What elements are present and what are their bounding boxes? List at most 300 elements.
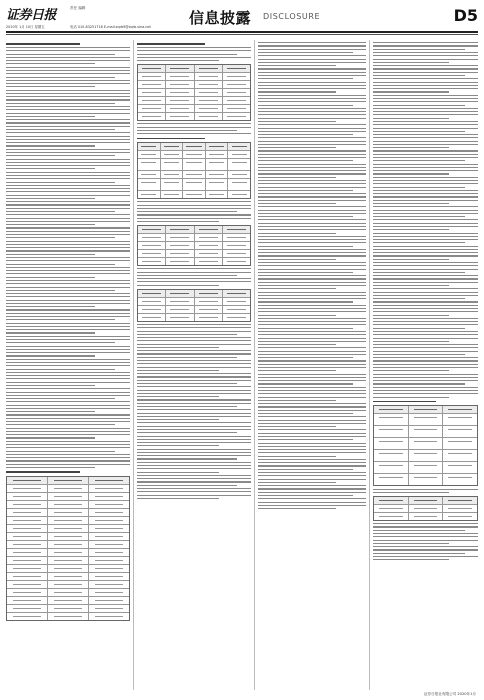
text-line (6, 434, 130, 435)
text-line (258, 269, 366, 270)
text-line (373, 105, 465, 106)
text-line (373, 223, 478, 224)
text-line (258, 354, 366, 355)
text-line (6, 43, 80, 44)
data-table (373, 496, 478, 521)
text-line (6, 211, 115, 212)
text-line (258, 203, 336, 204)
text-line (258, 59, 366, 60)
text-line (373, 141, 478, 142)
text-line (373, 295, 478, 296)
text-line (137, 360, 251, 361)
text-line (6, 290, 115, 291)
text-line (373, 367, 478, 368)
text-line (6, 126, 130, 127)
text-line (137, 403, 251, 404)
text-line (6, 231, 130, 232)
text-line (373, 65, 478, 66)
text-line (373, 549, 478, 550)
text-line (6, 204, 130, 205)
text-line (373, 108, 478, 109)
text-line (373, 393, 478, 394)
text-line (373, 255, 478, 256)
text-line (373, 315, 449, 316)
text-line (137, 268, 251, 269)
data-table (137, 289, 251, 322)
text-line (137, 458, 237, 459)
text-line (137, 383, 237, 384)
text-line (137, 275, 237, 276)
text-line (373, 226, 478, 227)
text-line (6, 454, 130, 455)
text-line (258, 357, 353, 358)
text-line (6, 421, 130, 422)
text-line (258, 456, 336, 457)
text-line (258, 108, 366, 109)
text-line (258, 426, 336, 427)
text-line (258, 298, 366, 299)
text-line (258, 459, 366, 460)
text-line (258, 370, 336, 371)
text-line (258, 157, 366, 158)
text-line (6, 145, 95, 146)
text-line (373, 55, 478, 56)
text-line (6, 444, 130, 445)
text-line (6, 218, 130, 219)
text-line (373, 144, 478, 145)
text-line (6, 441, 130, 442)
text-line (373, 553, 465, 554)
text-line (6, 267, 130, 268)
text-line (258, 236, 366, 237)
text-line (258, 252, 366, 253)
text-line (6, 195, 130, 196)
text-line (137, 386, 251, 387)
text-line (258, 75, 366, 76)
text-line (373, 344, 478, 345)
text-line (373, 128, 478, 129)
text-line (258, 449, 366, 450)
text-line (373, 157, 478, 158)
text-line (258, 121, 336, 122)
text-line (6, 113, 130, 114)
text-line (6, 369, 115, 370)
text-line (6, 283, 130, 284)
text-line (373, 249, 478, 250)
text-line (6, 293, 130, 294)
text-line (137, 426, 251, 427)
text-line (258, 285, 366, 286)
text-line (373, 78, 478, 79)
text-line (6, 132, 130, 133)
text-line (258, 164, 366, 165)
text-line (137, 436, 251, 437)
text-line (137, 367, 251, 368)
text-line (258, 52, 353, 53)
text-line (6, 352, 130, 353)
text-line (373, 338, 478, 339)
text-line (258, 292, 366, 293)
text-line (258, 410, 366, 411)
text-line (373, 282, 478, 283)
text-line (6, 359, 130, 360)
text-line (6, 395, 130, 396)
text-line (373, 229, 449, 230)
text-line (137, 485, 237, 486)
text-line (6, 428, 130, 429)
text-line (137, 498, 219, 499)
text-line (6, 346, 130, 347)
text-line (373, 530, 465, 531)
page-number: D5 (453, 6, 478, 25)
text-line (258, 505, 366, 506)
text-line (137, 211, 237, 212)
text-line (373, 203, 449, 204)
text-line (373, 311, 478, 312)
text-line (6, 375, 130, 376)
text-line (258, 488, 366, 489)
text-line (137, 43, 205, 44)
text-line (258, 275, 366, 276)
text-line (373, 275, 478, 276)
text-line (258, 213, 366, 214)
text-line (6, 451, 115, 452)
text-line (258, 406, 366, 407)
text-line (258, 242, 366, 243)
text-line (137, 340, 251, 341)
text-line (373, 121, 478, 122)
text-line (137, 285, 219, 286)
text-line (373, 380, 478, 381)
text-line (258, 295, 366, 296)
text-line (258, 72, 366, 73)
text-line (373, 351, 478, 352)
text-line (6, 323, 130, 324)
text-line (6, 149, 130, 150)
text-line (373, 489, 478, 490)
text-line (373, 200, 478, 201)
text-line (6, 296, 130, 297)
text-line (258, 173, 366, 174)
text-line (373, 75, 465, 76)
text-line (6, 198, 95, 199)
text-line (258, 423, 366, 424)
text-line (258, 433, 366, 434)
text-line (6, 378, 130, 379)
text-line (373, 292, 478, 293)
text-line (137, 419, 219, 420)
section-subtitle: DISCLOSURE (263, 12, 321, 21)
text-line (137, 347, 219, 348)
text-line (373, 114, 478, 115)
text-line (6, 162, 130, 163)
text-line (6, 122, 130, 123)
text-line (373, 523, 478, 524)
text-line (373, 137, 478, 138)
text-line (258, 88, 366, 89)
text-line (373, 111, 478, 112)
text-line (258, 147, 336, 148)
text-line (6, 329, 130, 330)
text-line (373, 219, 478, 220)
text-line (258, 334, 366, 335)
text-line (6, 221, 130, 222)
text-line (373, 526, 478, 527)
text-line (137, 357, 237, 358)
text-line (258, 498, 366, 499)
text-line (373, 124, 478, 125)
text-line (373, 298, 465, 299)
text-line (6, 418, 130, 419)
text-line (6, 250, 130, 251)
text-line (258, 492, 366, 493)
text-line (137, 127, 251, 128)
text-line (373, 85, 478, 86)
text-line (6, 405, 130, 406)
text-line (137, 331, 251, 332)
text-line (6, 300, 130, 301)
text-line (258, 95, 366, 96)
data-table (137, 225, 251, 266)
text-line (373, 308, 478, 309)
text-line (137, 399, 251, 400)
text-line (258, 331, 366, 332)
text-line (373, 242, 465, 243)
text-line (373, 236, 478, 237)
text-line (258, 105, 353, 106)
issue-date: 2020年 1月 10日 星期五 (6, 25, 45, 29)
text-line (373, 88, 478, 89)
text-line (6, 316, 130, 317)
text-line (258, 249, 366, 250)
text-line (258, 68, 366, 69)
text-line (373, 272, 465, 273)
text-line (6, 86, 95, 87)
text-line (6, 178, 130, 179)
text-line (6, 411, 95, 412)
text-line (137, 478, 251, 479)
text-line (6, 326, 130, 327)
masthead (0, 0, 484, 38)
text-line (6, 382, 130, 383)
text-line (6, 188, 130, 189)
text-line (373, 301, 478, 302)
text-line (6, 136, 130, 137)
text-line (258, 45, 366, 46)
text-line (6, 67, 130, 68)
text-line (6, 372, 130, 373)
text-line (373, 154, 478, 155)
text-line (6, 47, 130, 48)
text-line (373, 262, 478, 263)
text-line (258, 160, 353, 161)
text-line (137, 350, 251, 351)
text-line (373, 82, 478, 83)
data-table (137, 64, 251, 121)
text-line (137, 495, 251, 496)
text-line (258, 177, 336, 178)
text-line (258, 383, 353, 384)
text-line (373, 131, 465, 132)
text-line (373, 213, 478, 214)
text-line (137, 442, 251, 443)
text-line (373, 210, 478, 211)
text-line (258, 308, 366, 309)
text-line (137, 396, 219, 397)
text-line (6, 336, 130, 337)
text-line (258, 472, 366, 473)
text-line (373, 492, 449, 493)
text-line (6, 129, 115, 130)
text-line (373, 546, 478, 547)
text-line (6, 70, 130, 71)
text-line (6, 457, 130, 458)
text-line (258, 229, 366, 230)
text-line (373, 374, 478, 375)
text-line (258, 305, 366, 306)
text-line (258, 301, 353, 302)
text-line (373, 196, 478, 197)
text-line (6, 50, 130, 51)
text-line (137, 123, 251, 124)
text-line (137, 429, 251, 430)
text-line (258, 42, 366, 43)
text-line (258, 265, 366, 266)
column-divider (369, 40, 370, 690)
text-line (258, 272, 353, 273)
masthead-subrule (6, 34, 478, 35)
text-line (373, 180, 478, 181)
text-line (258, 374, 366, 375)
text-line (373, 193, 478, 194)
text-line (137, 406, 237, 407)
text-line (258, 347, 366, 348)
text-line (137, 205, 251, 206)
text-line (6, 385, 95, 386)
text-line (373, 397, 449, 398)
text-line (373, 59, 478, 60)
text-line (6, 57, 130, 58)
text-line (137, 133, 251, 134)
text-line (6, 392, 130, 393)
text-line (6, 398, 115, 399)
text-line (258, 137, 366, 138)
text-line (6, 139, 130, 140)
text-line (137, 344, 251, 345)
text-line (137, 214, 251, 215)
text-line (373, 334, 478, 335)
text-line (258, 387, 366, 388)
text-line (6, 116, 95, 117)
text-line (373, 383, 465, 384)
column-1 (6, 40, 130, 690)
text-line (258, 479, 366, 480)
text-line (6, 247, 130, 248)
text-line (373, 259, 449, 260)
text-line (6, 142, 130, 143)
text-line (373, 72, 478, 73)
text-line (6, 155, 115, 156)
text-line (258, 193, 366, 194)
text-line (258, 246, 353, 247)
text-line (6, 408, 130, 409)
text-line (373, 49, 465, 50)
text-line (258, 344, 336, 345)
column-3 (258, 40, 366, 690)
text-line (6, 168, 95, 169)
text-line (373, 101, 478, 102)
text-line (258, 420, 366, 421)
text-line (373, 98, 478, 99)
text-line (373, 147, 449, 148)
text-line (373, 150, 478, 151)
text-line (373, 370, 449, 371)
text-line (373, 134, 478, 135)
text-line (6, 273, 130, 274)
text-line (137, 468, 251, 469)
text-line (6, 349, 130, 350)
column-divider (133, 40, 134, 690)
text-line (373, 246, 478, 247)
text-line (6, 339, 130, 340)
text-line (137, 50, 251, 51)
text-line (137, 130, 237, 131)
text-line (373, 377, 478, 378)
text-line (258, 180, 366, 181)
text-line (137, 390, 251, 391)
text-line (137, 337, 251, 338)
text-line (373, 95, 478, 96)
text-line (258, 390, 366, 391)
text-line (258, 183, 366, 184)
newspaper-logo: 证券日报 (6, 8, 57, 23)
text-line (137, 138, 205, 139)
text-line (258, 482, 336, 483)
text-line (6, 185, 130, 186)
text-line (6, 355, 95, 356)
text-line (258, 495, 353, 496)
text-line (258, 170, 366, 171)
text-line (258, 128, 366, 129)
text-line (258, 216, 353, 217)
text-line (258, 318, 366, 319)
text-line (373, 387, 478, 388)
text-line (6, 182, 115, 183)
text-line (137, 491, 251, 492)
text-line (6, 152, 130, 153)
text-line (373, 278, 478, 279)
text-line (258, 465, 366, 466)
text-line (6, 460, 130, 461)
editor-line: 责任 编辑 (70, 6, 86, 10)
text-line (6, 237, 115, 238)
text-line (6, 54, 115, 55)
text-line (258, 338, 366, 339)
text-line (258, 200, 366, 201)
text-line (258, 141, 366, 142)
text-line (373, 390, 478, 391)
text-line (6, 280, 130, 281)
text-line (373, 167, 478, 168)
text-line (137, 393, 251, 394)
text-line (137, 218, 251, 219)
text-line (6, 172, 130, 173)
text-line (6, 90, 130, 91)
text-line (373, 118, 449, 119)
text-line (6, 365, 130, 366)
text-line (137, 452, 251, 453)
text-line (137, 272, 251, 273)
